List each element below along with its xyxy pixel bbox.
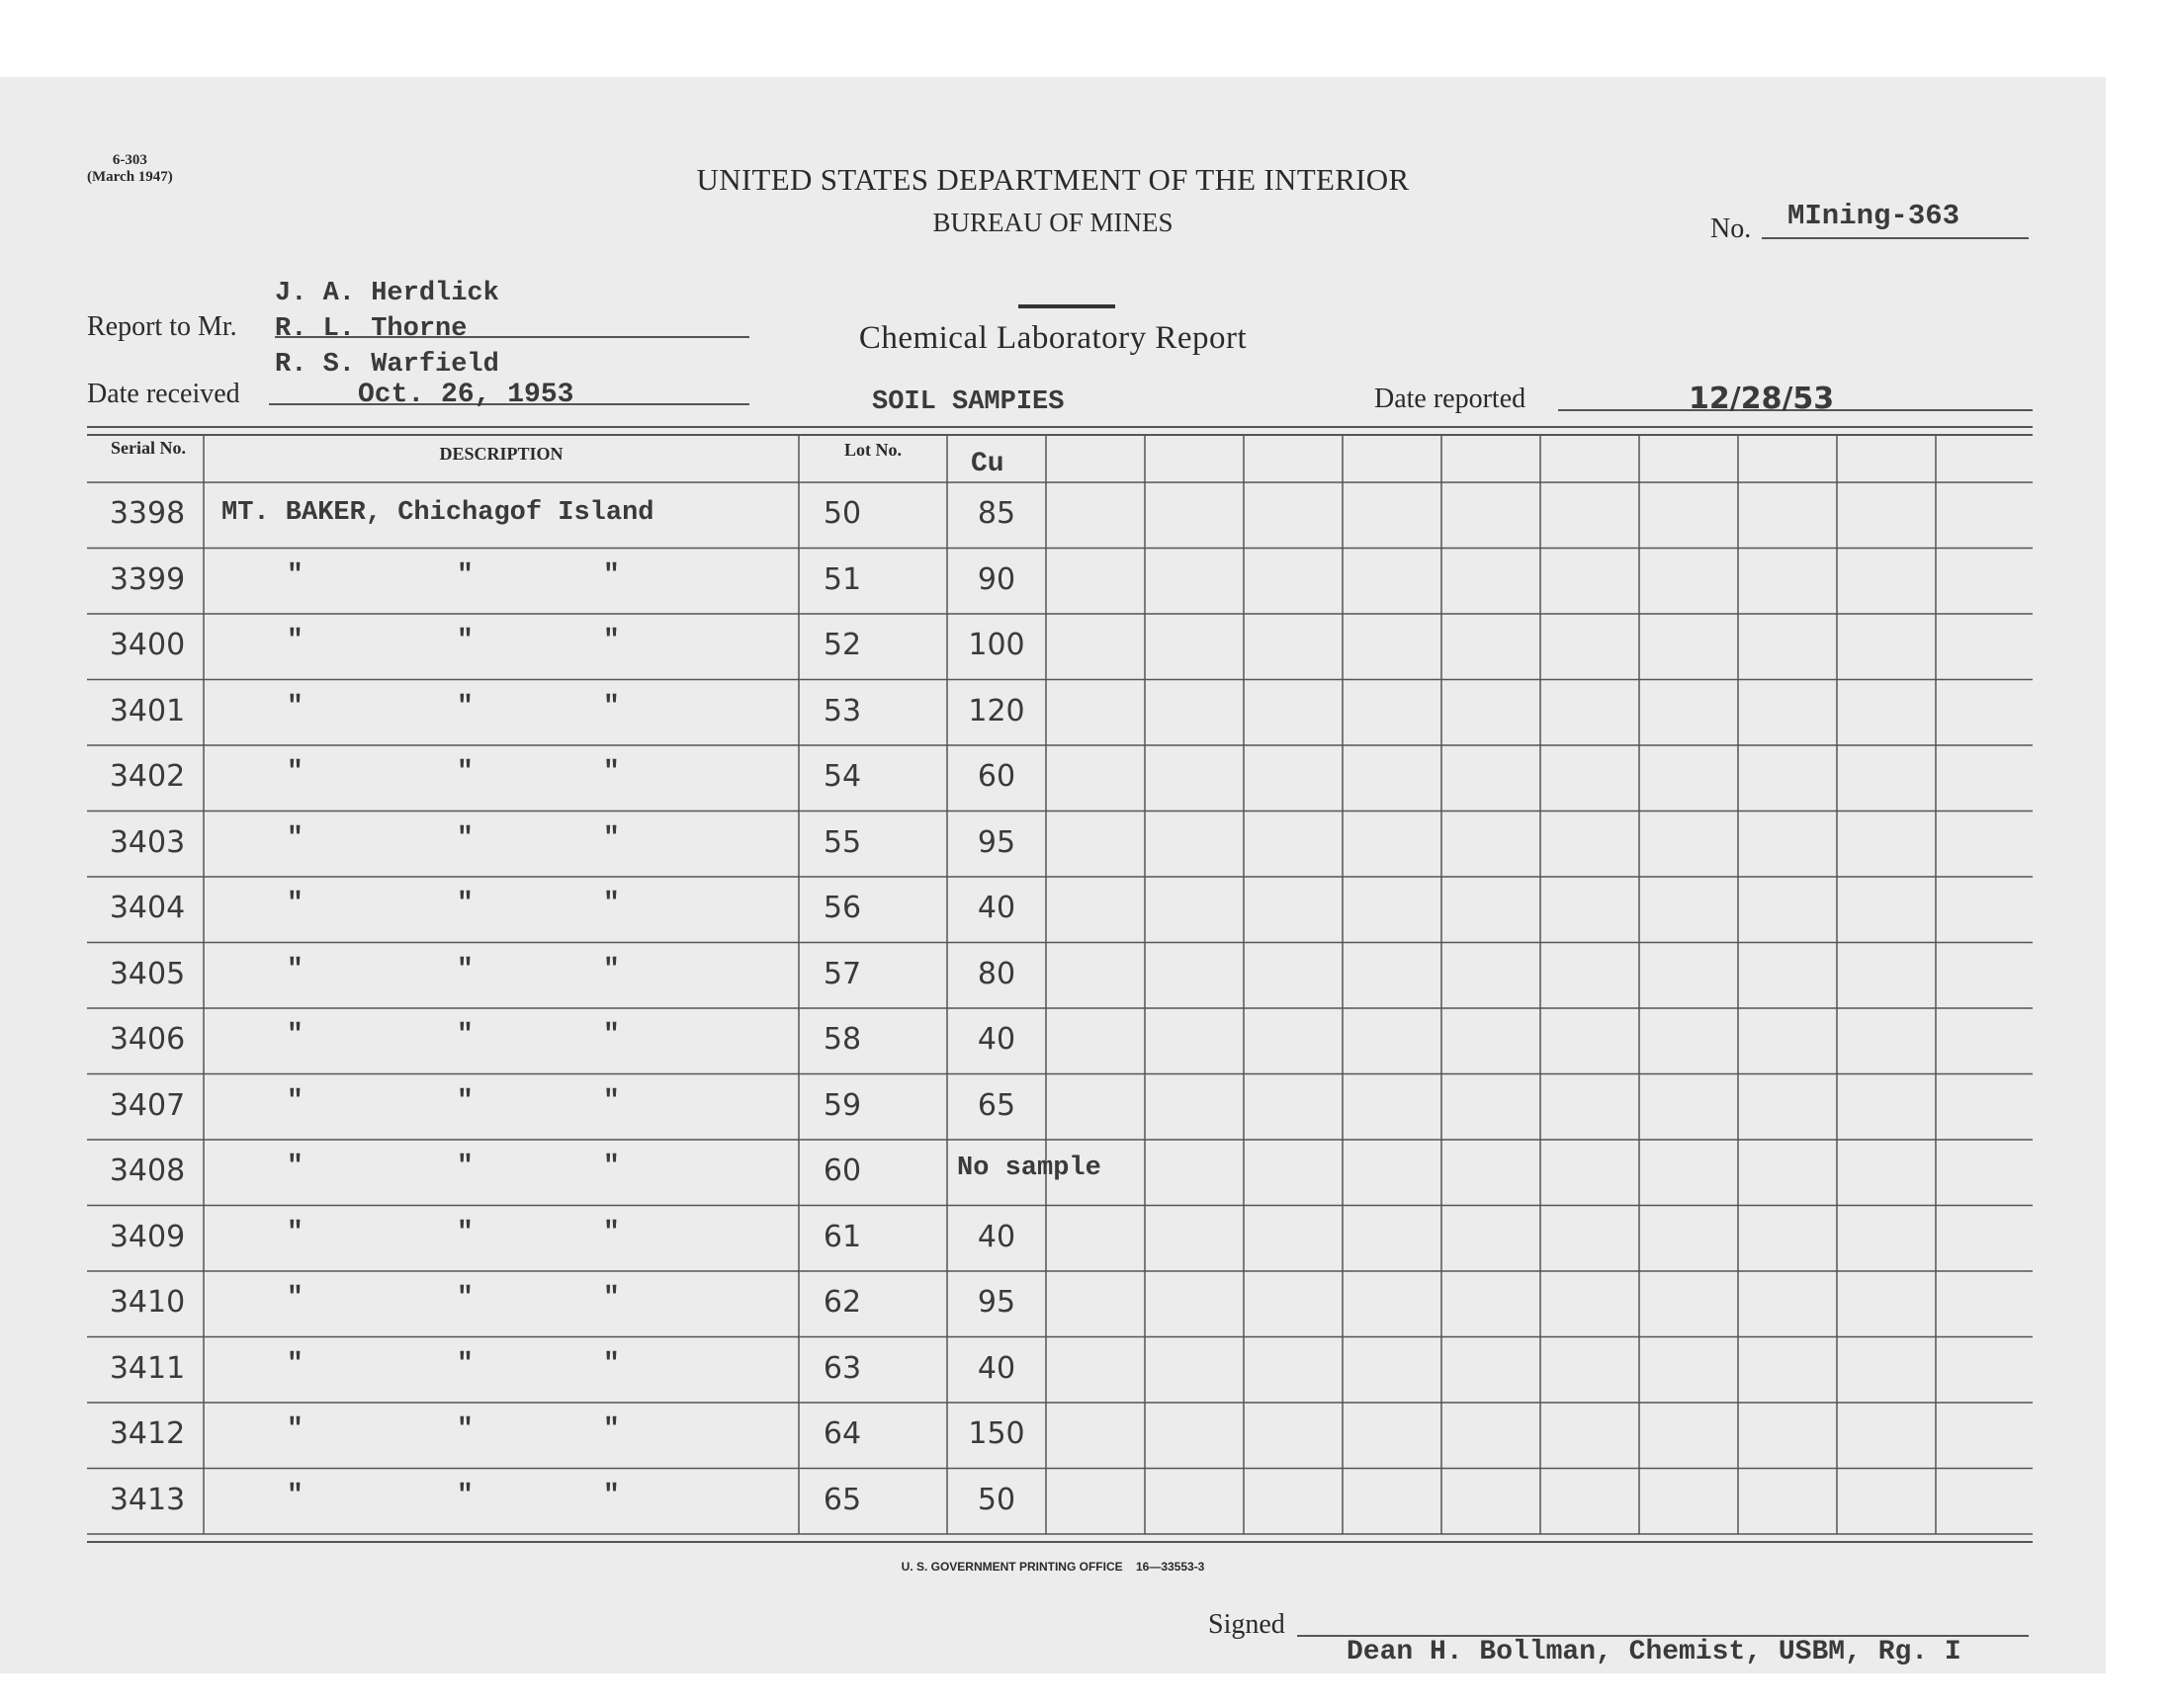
ditto-mark: ": [457, 1480, 474, 1511]
ditto-mark: ": [287, 889, 304, 919]
ditto-mark: ": [287, 1020, 304, 1051]
ditto-mark: ": [603, 1020, 620, 1051]
ditto-mark: ": [603, 1283, 620, 1314]
cu-cell: 120: [968, 693, 1025, 728]
ditto-mark: ": [603, 1480, 620, 1511]
ditto-mark: ": [603, 1152, 620, 1182]
serial-cell: 3411: [109, 1350, 186, 1386]
ditto-mark: ": [287, 1217, 304, 1248]
lot-cell: 51: [823, 561, 862, 597]
ditto-mark: ": [603, 691, 620, 723]
lot-cell: 64: [823, 1416, 862, 1451]
cu-cell: No sample: [957, 1153, 1101, 1183]
lot-cell: 60: [823, 1153, 862, 1188]
lot-cell: 56: [823, 891, 862, 925]
lot-cell: 57: [823, 956, 862, 991]
ditto-mark: ": [287, 954, 304, 985]
cu-cell: 150: [968, 1416, 1025, 1451]
description-cell: MT. BAKER, Chichagof Island: [221, 498, 654, 528]
cu-cell: 65: [977, 1087, 1016, 1123]
ditto-mark: ": [287, 691, 304, 723]
ditto-mark: ": [457, 1152, 474, 1182]
ditto-mark: ": [287, 1414, 304, 1445]
cu-cell: 85: [977, 496, 1016, 531]
cu-cell: 50: [977, 1482, 1016, 1517]
recipient-1: J. A. Herdlick: [275, 279, 499, 308]
ditto-mark: ": [287, 559, 304, 591]
report-title: Chemical Laboratory Report: [858, 320, 1248, 356]
ditto-mark: ": [457, 1283, 474, 1314]
cu-cell: 40: [977, 891, 1016, 925]
lot-cell: 53: [823, 693, 862, 728]
sample-type: SOIL SAMPIES: [872, 387, 1065, 417]
lot-cell: 50: [823, 496, 862, 531]
form-date-text: (March 1947): [87, 169, 173, 185]
ditto-mark: ": [287, 822, 304, 854]
serial-cell: 3407: [109, 1087, 186, 1123]
cu-header: Cu: [971, 449, 1004, 479]
serial-cell: 3404: [109, 891, 186, 925]
ditto-mark: ": [603, 1414, 620, 1445]
ditto-mark: ": [457, 626, 474, 656]
lot-header: Lot No.: [844, 440, 902, 460]
serial-cell: 3405: [109, 956, 186, 991]
cu-cell: 90: [977, 561, 1016, 597]
serial-header: Serial No.: [111, 438, 186, 458]
ditto-mark: ": [457, 691, 474, 723]
lot-cell: 59: [823, 1087, 862, 1123]
cu-cell: 60: [977, 759, 1016, 794]
ditto-mark: ": [457, 559, 474, 591]
ditto-mark: ": [603, 1348, 620, 1380]
cu-cell: 40: [977, 1350, 1016, 1386]
ditto-mark: ": [457, 1217, 474, 1248]
lot-cell: 55: [823, 824, 862, 860]
ditto-mark: ": [287, 626, 304, 656]
date-received-value: Oct. 26, 1953: [358, 380, 574, 410]
lot-cell: 54: [823, 759, 862, 794]
lot-cell: 61: [823, 1219, 862, 1254]
department-heading: UNITED STATES DEPARTMENT OF THE INTERIOR: [696, 162, 1410, 197]
ditto-mark: ": [457, 954, 474, 985]
serial-cell: 3401: [109, 693, 186, 728]
ditto-mark: ": [287, 1348, 304, 1380]
report-to-label: Report to Mr.: [87, 311, 237, 342]
cu-cell: 40: [977, 1219, 1016, 1254]
ditto-mark: ": [457, 1414, 474, 1445]
ditto-mark: ": [457, 889, 474, 919]
serial-cell: 3412: [109, 1416, 186, 1451]
serial-cell: 3403: [109, 824, 186, 860]
ditto-mark: ": [287, 1283, 304, 1314]
serial-cell: 3413: [109, 1482, 186, 1517]
ditto-mark: ": [287, 1480, 304, 1511]
bureau-heading: BUREAU OF MINES: [932, 208, 1174, 237]
date-reported-value: 12/28/53: [1689, 382, 1835, 416]
ditto-mark: ": [603, 1085, 620, 1117]
ditto-mark: ": [603, 559, 620, 591]
ditto-mark: ": [287, 1085, 304, 1117]
recipient-2: R. L. Thorne: [275, 314, 468, 344]
ditto-mark: ": [603, 757, 620, 788]
ditto-mark: ": [603, 889, 620, 919]
ditto-mark: ": [457, 1348, 474, 1380]
date-received-label: Date received: [87, 379, 240, 409]
lot-cell: 65: [823, 1482, 862, 1517]
ditto-mark: ": [457, 1085, 474, 1117]
ditto-mark: ": [457, 757, 474, 788]
serial-cell: 3402: [109, 759, 186, 794]
signed-label: Signed: [1208, 1609, 1285, 1640]
ditto-mark: ": [603, 626, 620, 656]
serial-cell: 3408: [109, 1153, 186, 1188]
cu-cell: 95: [977, 1285, 1016, 1320]
serial-cell: 3400: [109, 628, 186, 662]
lot-cell: 58: [823, 1022, 862, 1057]
serial-cell: 3406: [109, 1022, 186, 1057]
printer-note: U. S. GOVERNMENT PRINTING OFFICE 16—33553-3: [901, 1560, 1205, 1574]
serial-cell: 3409: [109, 1219, 186, 1254]
form-number-text: 6-303: [112, 152, 147, 168]
serial-cell: 3398: [109, 496, 186, 531]
cu-cell: 100: [968, 628, 1025, 662]
signature: Dean H. Bollman, Chemist, USBM, Rg. I: [1347, 1637, 1961, 1667]
ditto-mark: ": [457, 822, 474, 854]
ditto-mark: ": [287, 757, 304, 788]
ditto-mark: ": [457, 1020, 474, 1051]
cu-cell: 80: [977, 956, 1016, 991]
serial-cell: 3399: [109, 561, 186, 597]
serial-cell: 3410: [109, 1285, 186, 1320]
ditto-mark: ": [603, 954, 620, 985]
ditto-mark: ": [603, 1217, 620, 1248]
report-number: MIning-363: [1787, 200, 1960, 232]
ditto-mark: ": [603, 822, 620, 854]
date-reported-label: Date reported: [1374, 384, 1526, 414]
cu-cell: 40: [977, 1022, 1016, 1057]
lot-cell: 62: [823, 1285, 862, 1320]
cu-cell: 95: [977, 824, 1016, 860]
number-label: No.: [1710, 214, 1752, 244]
description-header: DESCRIPTION: [439, 444, 564, 464]
recipient-3: R. S. Warfield: [275, 350, 499, 380]
lot-cell: 63: [823, 1350, 862, 1386]
ditto-mark: ": [287, 1152, 304, 1182]
lot-cell: 52: [823, 628, 862, 662]
